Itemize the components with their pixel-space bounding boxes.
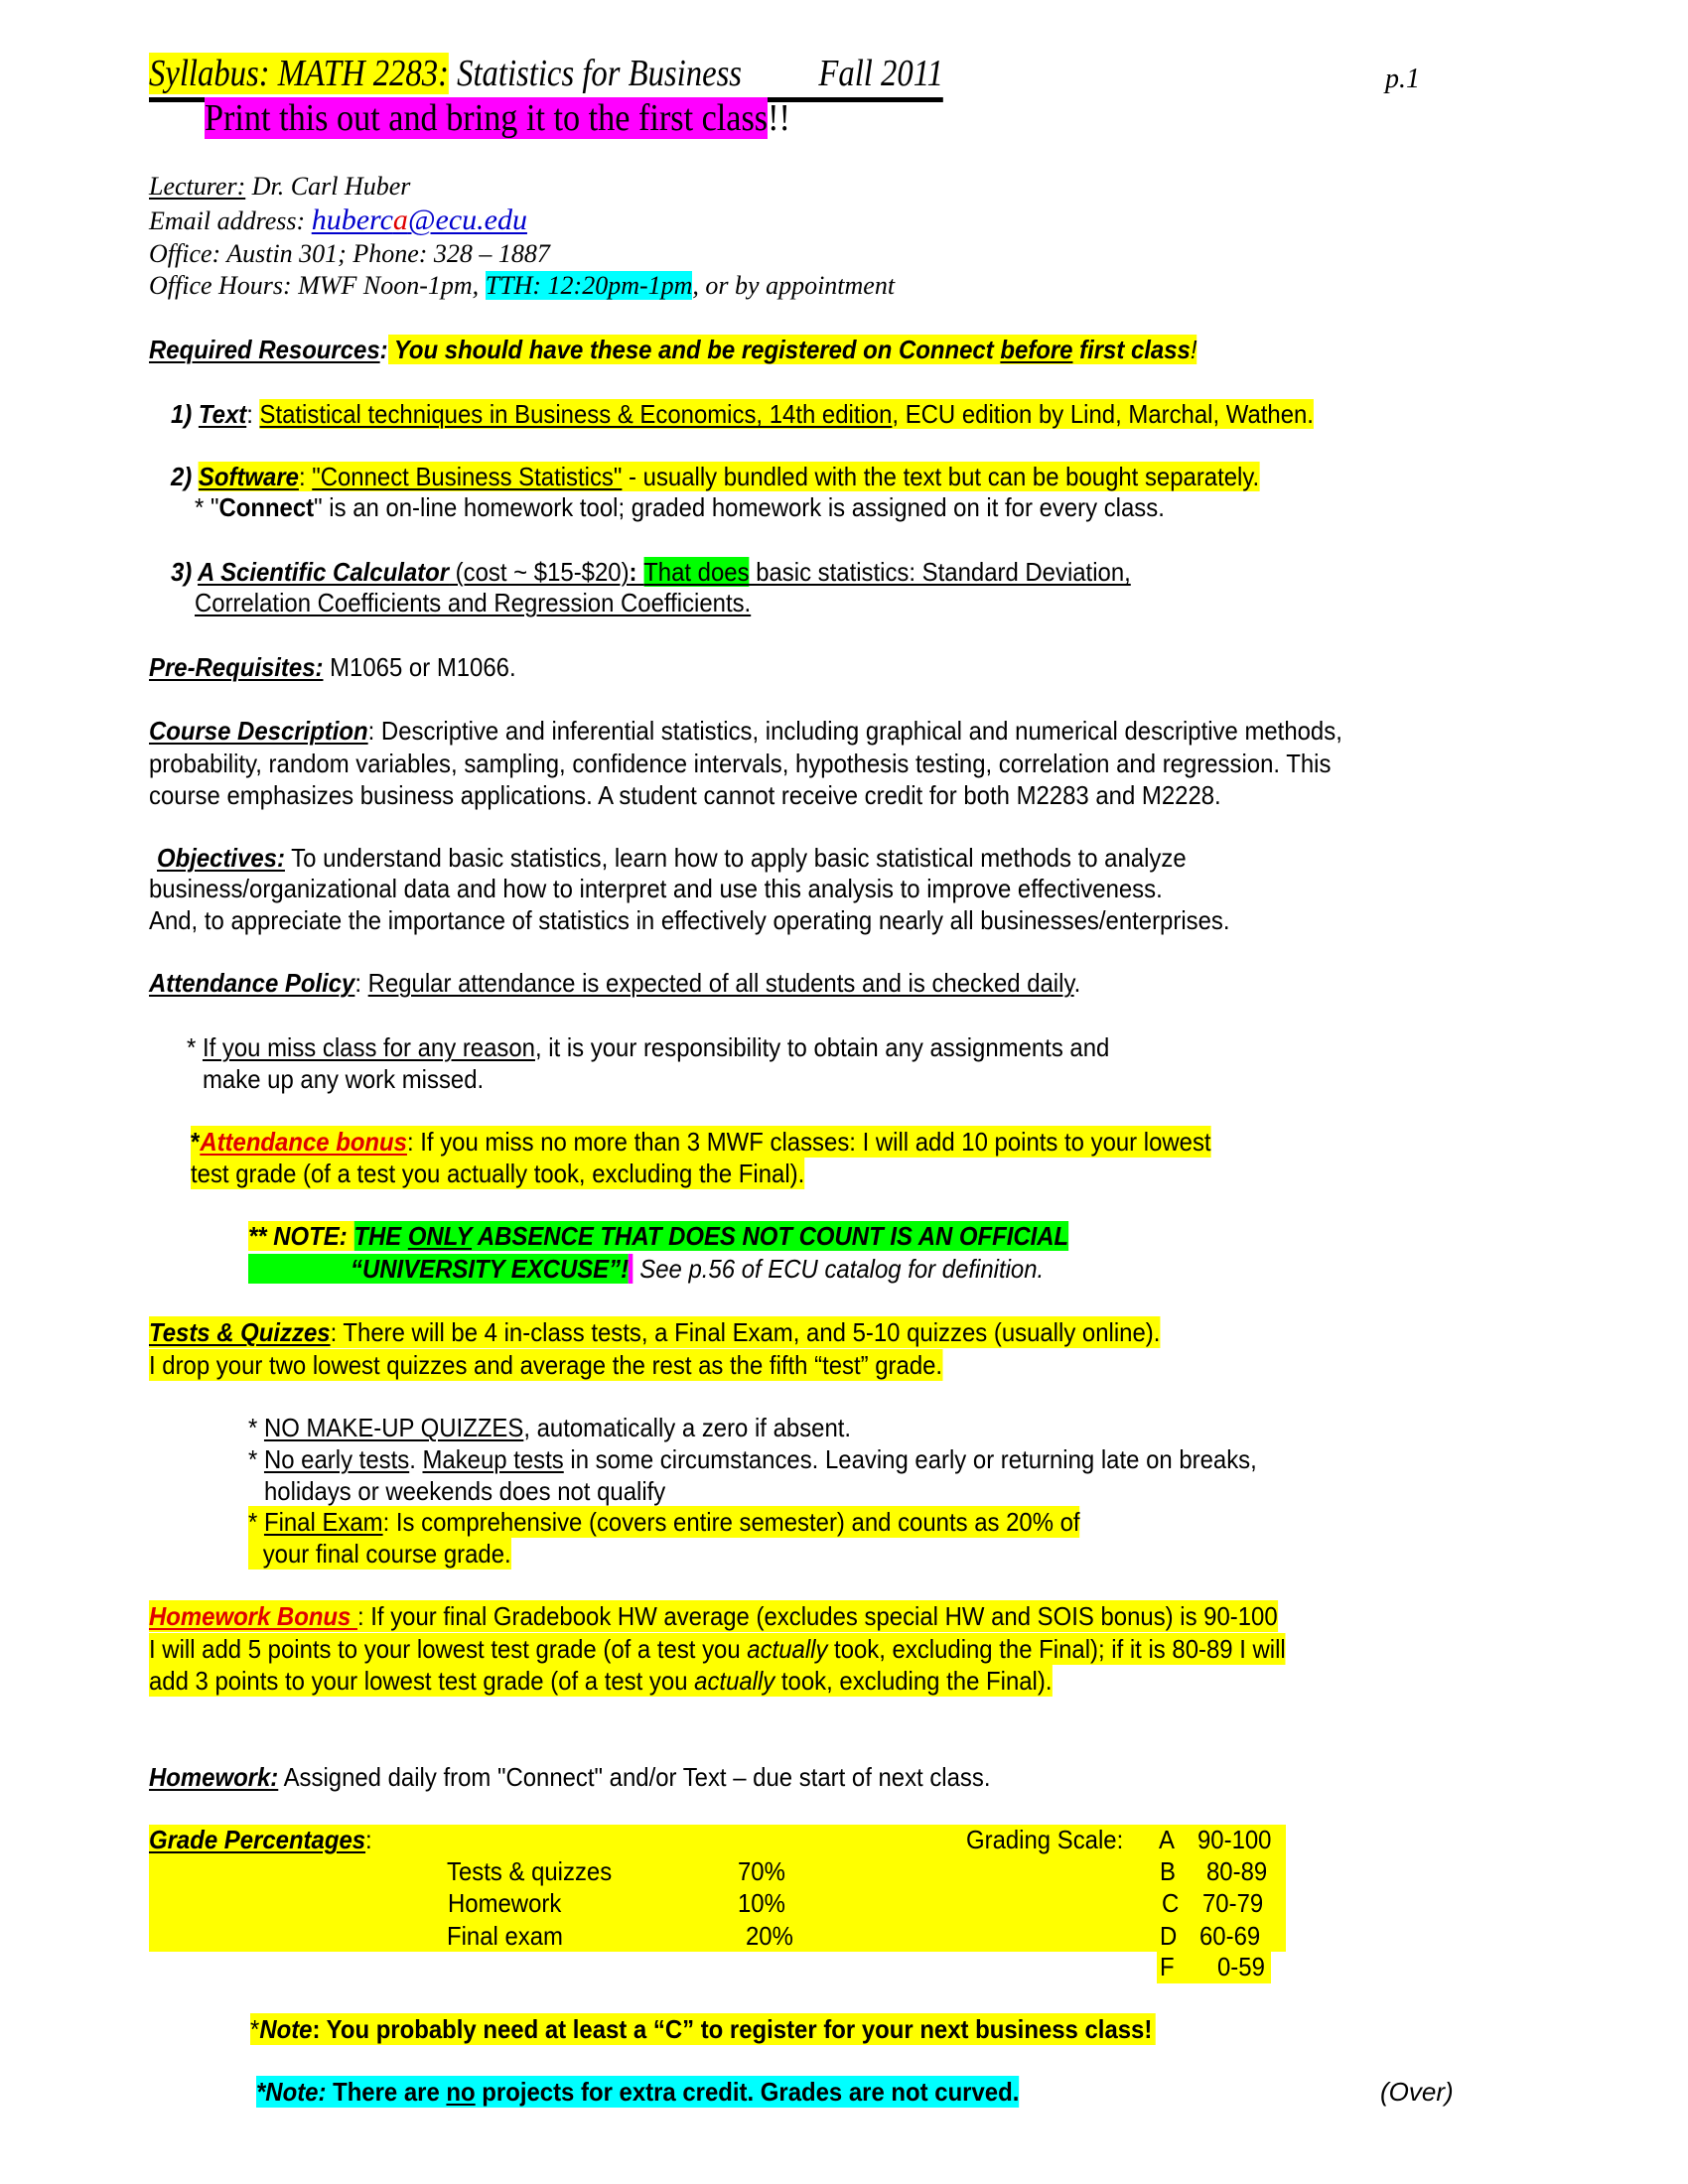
prerequisites: Pre-Requisites: M1065 or M1066. (149, 652, 516, 682)
grade-range: 90-100 (1197, 1825, 1272, 1854)
final-exam-rule: * Final Exam: Is comprehensive (covers entire semester) and counts as 20% of (248, 1507, 1080, 1537)
tth-hours: TTH: 12:20pm-1pm (485, 271, 693, 300)
required-resources-heading: Required Resources: You should have these and be registered on Connect before first class! (149, 335, 1197, 364)
office-hours-line: Office Hours: MWF Noon-1pm, TTH: 12:20pm-1pm, or by appointment (149, 271, 896, 300)
grade-component-name: Homework (448, 1888, 562, 1918)
objectives-line: And, to appreciate the importance of statistics in effectively operating nearly all businesses/enterprises. (149, 905, 1230, 935)
tests-quizzes-line2: I drop your two lowest quizzes and average the rest as the fifth “test” grade. (149, 1350, 943, 1380)
grade-range: 60-69 (1199, 1921, 1261, 1951)
homework-policy: Homework: Assigned daily from "Connect" and/or Text – due start of next class. (149, 1762, 991, 1792)
email-link[interactable]: huberca@ecu.edu (311, 204, 527, 236)
title-course-code: Syllabus: MATH 2283: (149, 53, 449, 94)
grading-scale-label: Grading Scale: (966, 1825, 1124, 1854)
title-term: Fall 2011 (818, 53, 943, 94)
office-line: Office: Austin 301; Phone: 328 – 1887 (149, 239, 550, 268)
homework-bonus-line3: add 3 points to your lowest test grade (of a test you actually took, excluding the Final). (149, 1666, 1053, 1696)
attendance-policy: Attendance Policy: Regular attendance is expected of all students and is checked daily. (149, 968, 1081, 998)
grade-letter: F (1160, 1952, 1175, 1981)
grade-range: 80-89 (1206, 1856, 1268, 1886)
homework-bonus-line2: I will add 5 points to your lowest test grade (of a test you actually took, excluding the Final); if it is 80-89 I will (149, 1634, 1286, 1664)
grade-component-pct: 70% (738, 1856, 785, 1886)
grade-range: 70-79 (1202, 1888, 1264, 1918)
objectives-line: business/organizational data and how to interpret and use this analysis to improve effectiveness. (149, 874, 1163, 903)
grade-component-pct: 20% (746, 1921, 793, 1951)
lecturer-label: Lecturer: (149, 172, 246, 201)
lecturer-line (149, 171, 410, 203)
course-description-line: Course Description: Descriptive and inferential statistics, including graphical and numerical descriptive methods, (149, 716, 1342, 746)
tests-quizzes: Tests & Quizzes: There will be 4 in-class tests, a Final Exam, and 5-10 quizzes (usually online). (149, 1317, 1161, 1347)
grade-letter: B (1160, 1856, 1176, 1886)
grade-letter: C (1162, 1888, 1180, 1918)
grade-letter: D (1160, 1921, 1178, 1951)
no-extra-credit-note: *Note: There are no projects for extra credit. Grades are not curved. (256, 2077, 1020, 2107)
course-description-line: course emphasizes business applications. A student cannot receive credit for both M2283 and M2228. (149, 780, 1221, 810)
official-excuse-note-line2: “UNIVERSITY EXCUSE”! See p.56 of ECU catalog for definition. (248, 1253, 1044, 1285)
grade-percentages-label: Grade Percentages: (149, 1825, 372, 1854)
syllabus-title (149, 52, 943, 102)
course-description-line: probability, random variables, sampling, confidence intervals, hypothesis testing, correlation and regression. This (149, 749, 1332, 778)
email-line: Email address: huberca@ecu.edu (149, 204, 527, 236)
official-excuse-note: ** NOTE: THE ONLY ABSENCE THAT DOES NOT COUNT IS AN OFFICIAL (248, 1221, 1069, 1251)
lecturer-name: Dr. Carl Huber (245, 172, 411, 201)
early-tests-rule: * No early tests. Makeup tests in some circumstances. Leaving early or returning late on breaks, (248, 1444, 1257, 1474)
resource-calculator: 3) A Scientific Calculator (cost ~ $15-$20): That does basic statistics: Standard Deviation, (171, 557, 1131, 587)
over-indicator: (Over) (1380, 2077, 1454, 2107)
early-tests-rule-line2: holidays or weekends does not qualify (264, 1476, 666, 1506)
attendance-miss-note: * If you miss class for any reason, it is your responsibility to obtain any assignments and (187, 1032, 1110, 1062)
grade-range: 0-59 (1217, 1952, 1265, 1981)
final-exam-rule-line2: your final course grade. (248, 1538, 511, 1570)
resource-calculator-line2: Correlation Coefficients and Regression Coefficients. (195, 588, 752, 617)
page-number: p.1 (1385, 64, 1420, 94)
objectives-line: Objectives: To understand basic statistics, learn how to apply basic statistical methods to analyze (157, 843, 1187, 873)
grade-component-pct: 10% (738, 1888, 785, 1918)
grade-component-name: Final exam (447, 1921, 563, 1951)
connect-note: * "Connect" is an on-line homework tool; graded homework is assigned on it for every class. (195, 492, 1165, 522)
minimum-grade-note: *Note: You probably need at least a “C” to register for your next business class! (250, 2013, 1156, 2045)
attendance-bonus-line2: test grade (of a test you actually took, excluding the Final). (191, 1159, 805, 1188)
attendance-miss-note-line2: make up any work missed. (203, 1064, 485, 1094)
grade-letter: A (1159, 1825, 1175, 1854)
resource-software: 2) Software: "Connect Business Statistics" - usually bundled with the text but can be bought separately. (171, 462, 1260, 491)
resource-text: 1) Text: Statistical techniques in Business & Economics, 14th edition, ECU edition by Lind, Marchal, Wathen. (171, 399, 1314, 429)
homework-bonus: Homework Bonus : If your final Gradebook HW average (excludes special HW and SOIS bonus) is 90-100 (149, 1601, 1278, 1631)
attendance-bonus: *Attendance bonus: If you miss no more than 3 MWF classes: I will add 10 points to your lowest (191, 1127, 1211, 1157)
print-notice: Print this out and bring it to the first class!! (205, 97, 790, 139)
title-course-name: Statistics for Business (448, 53, 743, 94)
no-makeup-quizzes: * NO MAKE-UP QUIZZES, automatically a zero if absent. (248, 1413, 852, 1442)
grade-component-name: Tests & quizzes (447, 1856, 613, 1886)
